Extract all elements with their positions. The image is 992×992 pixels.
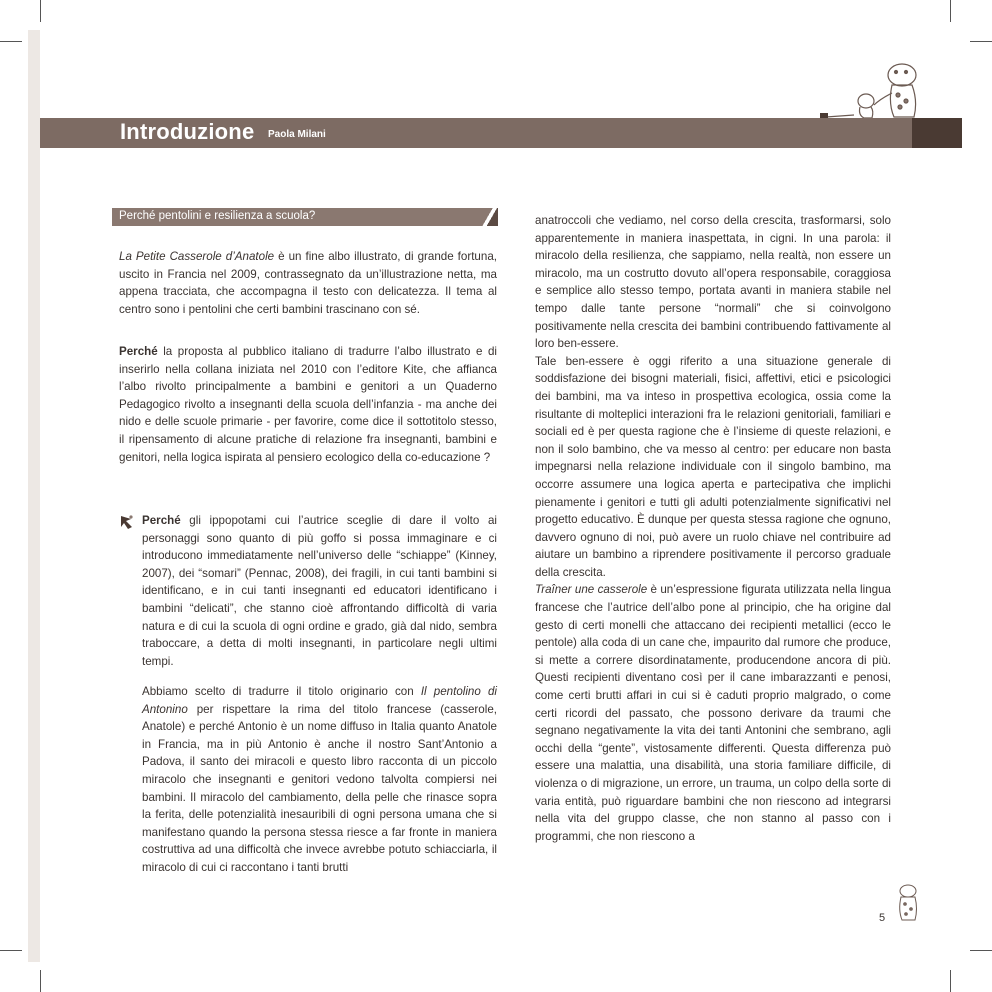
crop-mark [950,0,951,22]
paragraph [142,512,497,670]
paragraph [142,683,497,877]
right-column [535,212,891,845]
paragraph: Tale ben-essere è oggi riferito a una situazione generale di soddisfazione dei bisogni materiali, fisici, affettivi, etici e psicologici dei bambini, ma va inteso in prospettiva ecologica, ossia come la risultante di molteplici interazioni fra le relazioni genitoriali, familiari e sociali ed è per questa ragione che è l’insieme di queste relazioni, e non il solo bambino, che va messo al centro: per educare non basta impegnarsi nella relazione individuale con il singolo bambino, ma occorre assumere una logica aperta e partecipativa che implichi pienamente i genitori e tutti gli adulti potenzialmente significativi nel progetto educativo. È dunque per questa stessa ragione che ognuno, davvero ognuno di noi, può avere un ruolo chiave nel contribuire ad aiutare un bambino a riprendere positivamente il percorso graduale della crescita. [535,354,891,579]
section-title: Perché pentolini e resilienza a scuola? [119,210,316,222]
crop-mark [40,0,41,22]
lead-word: Perché [119,345,158,358]
paragraph-text: Abbiamo scelto di tradurre il titolo originario con [142,685,421,698]
paragraph-text: è un’espressione figurata utilizzata nella lingua francese che l’autrice dell’albo pone al principio, che ha origine dal gesto di certi monelli che attaccano dei recipienti metallici (ecco le pentole) alla coda di un cane che, impaurito dal rumore che produce, si mette a correre disordinatamente, producendone ancora di più. Questi recipienti diventano così per il cane imbarazzanti e penosi, come certi brutti affari in cui si è caduti proprio malgrado, o come certi ricordi del passato, che possono derivare da traumi che segnano negativamente la vita dei tanti Antonini che sembrano, agli occhi della “gente”, vistosamente differenti. Questa differenza può essere una malattia, una disabilità, una storia familiare difficile, di violenza o di migrazione, un errore, un trauma, un colpo della sorte di varia entità, può riguardare bambini che non riescono ad integrarsi nella vita del gruppo classe, che non stanno al passo con i programmi, che non riescono a [535,583,891,843]
bullet-icon [119,514,135,530]
page-title: Introduzione [120,119,255,144]
crop-mark [0,41,22,42]
page-number: 5 [879,912,886,924]
crop-mark [950,970,951,992]
expression-title: Traîner une casserole [535,583,648,597]
paragraph: anatroccoli che vediamo, nel corso della crescita, trasformarsi, solo apparentemente in maniera inaspettata, in cigni. In una parola: il miracolo della resilienza, che sappiamo, nella realtà, non essere un miracolo, ma un costrutto dovuto all’opera responsabile, coraggiosa e semplice allo stesso tempo, portata avanti in maniera stabile nel tempo dalle tante persone “normali” che si coinvolgono positivamente nella crescita dei bambini contribuendo fattivamente al loro ben-essere. [535,214,891,351]
book-title: Il pentolino di Antonino [142,685,497,716]
header-accent [912,118,962,148]
paragraph [119,248,497,318]
crop-mark [40,970,41,992]
paragraph-text: è un fine albo illustrato, di grande fortuna, uscito in Francia nel 2009, contrassegnato da un’illustrazione netta, ma appena tracciata, che accompagna il testo con delicatezza. Il tema al centro sono i pentolini che certi bambini trascinano con sé. [119,250,497,316]
paragraph [535,581,891,845]
book-title: La Petite Casserole d’Anatole [119,250,275,263]
paragraph-text: la proposta al pubblico italiano di tradurre l’albo illustrato e di inserirlo nella collana iniziata nel 2010 con l’editore Kite, che affianca l’albo rivolto principalmente a bambini e genitori a un Quaderno Pedagogico rivolto a insegnanti della scuola dell’infanzia - ma anche dei nido e delle scuole primarie - per favorire, come dice il sottotitolo stesso, il ripensamento di alcune pratiche di relazione fra insegnanti, bambini e genitori, nella logica ispirata al pensiero ecologico della co-educazione ? [119,345,497,464]
page-hippo-icon [893,882,923,922]
author-name: Paola Milani [268,129,326,140]
paragraph-text: gli ippopotami cui l’autrice sceglie di dare il volto ai personaggi sono quanto di più goffo si possa immaginare e ci introducono immediatamente nell’universo delle “schiappe” (Kinney, 2007), dei “somari” (Pennac, 2008), dei fragili, in cui tanti bambini si identificano, e in cui tanti insegnanti ed educatori identificano i bambini “delicati”, che stanno cioè affrontando difficoltà di varia natura e di cui la scuola di ogni ordine e grado, già dal nido, sembra traboccare, a detta di molti insegnanti, in particolare negli ultimi tempi. [142,514,497,668]
left-column [119,0,497,992]
decorative-side-strip [28,30,40,962]
crop-mark [970,41,992,42]
crop-mark [0,950,22,951]
hippo-cartoon-icon [818,55,928,121]
paragraph-text: per rispettare la rima del titolo francese (casserole, Anatole) e perché Antonio è un nome diffuso in Italia quanto Anatole in Francia, ma in più Antonio è anche il nostro Sant’Antonio a Padova, il santo dei miracoli e questo libro racconta di un piccolo miracolo che insegnanti e genitori vedono talvolta compiersi nei bambini. Il miracolo del cambiamento, della pelle che rinasce sopra la ferita, delle potenzialità inesauribili di ogni persona umana che si manifestano quando la persona stessa riesce a far fronte in maniera costruttiva ad una difficoltà che invece avrebbe potuto schiacciarla, il miracolo di cui ci raccontano i tanti brutti [142,702,497,874]
paragraph [119,343,497,466]
crop-mark [970,950,992,951]
lead-word: Perché [142,514,181,527]
